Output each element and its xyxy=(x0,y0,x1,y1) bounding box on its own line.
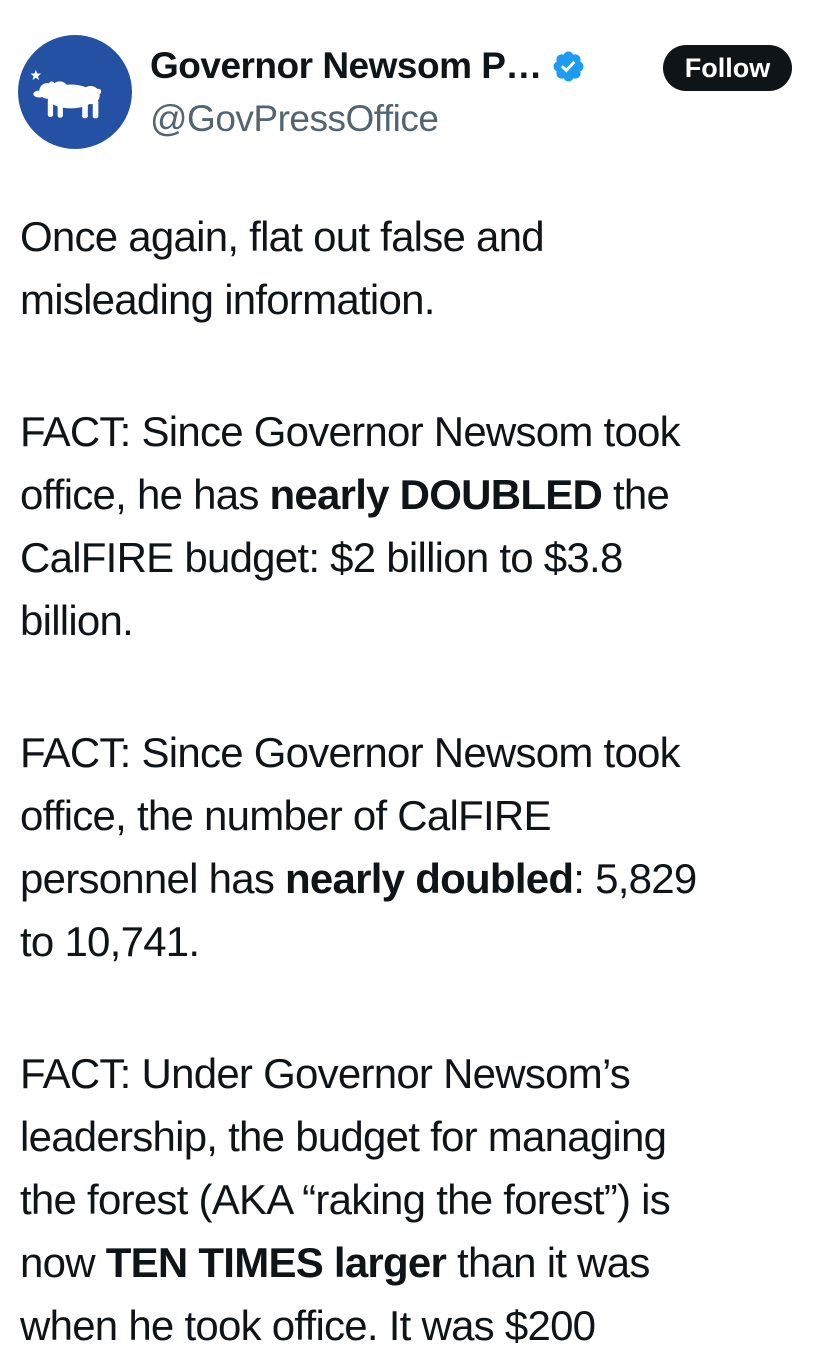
user-info xyxy=(150,44,586,141)
tweet-line: misleading information. xyxy=(20,276,435,323)
display-name[interactable]: Governor Newsom P… xyxy=(150,45,542,86)
tweet-line: office, he has nearly DOUBLED the xyxy=(20,471,670,518)
tweet-paragraph xyxy=(20,205,820,331)
tweet-line: now TEN TIMES larger than it was xyxy=(20,1239,650,1286)
profile-avatar[interactable] xyxy=(18,35,132,149)
tweet-line: personnel has nearly doubled: 5,829 xyxy=(20,855,697,902)
tweet-line: FACT: Under Governor Newsom’s xyxy=(20,1050,631,1097)
display-name-row[interactable] xyxy=(150,44,586,88)
tweet-line: to 10,741. xyxy=(20,918,200,965)
tweet-line: the forest (AKA “raking the forest”) is xyxy=(20,1176,671,1223)
tweet-line: office, the number of CalFIRE xyxy=(20,792,551,839)
tweet-line: FACT: Since Governor Newsom took xyxy=(20,729,680,776)
user-handle[interactable]: @GovPressOffice xyxy=(150,98,439,139)
tweet-line: Once again, flat out false and xyxy=(20,213,544,260)
tweet-paragraph xyxy=(20,721,820,973)
tweet-line: CalFIRE budget: $2 billion to $3.8 xyxy=(20,534,623,581)
verified-badge-icon xyxy=(551,49,586,84)
tweet-paragraph xyxy=(20,400,820,652)
tweet-line: leadership, the budget for managing xyxy=(20,1113,667,1160)
california-bear-icon xyxy=(26,63,124,122)
tweet-paragraph xyxy=(20,1042,820,1357)
tweet-text xyxy=(20,205,820,1357)
follow-button[interactable]: Follow xyxy=(663,45,792,91)
tweet-line: billion. xyxy=(20,597,134,644)
tweet-line: FACT: Since Governor Newsom took xyxy=(20,408,680,455)
tweet-line: when he took office. It was $200 xyxy=(20,1302,596,1349)
